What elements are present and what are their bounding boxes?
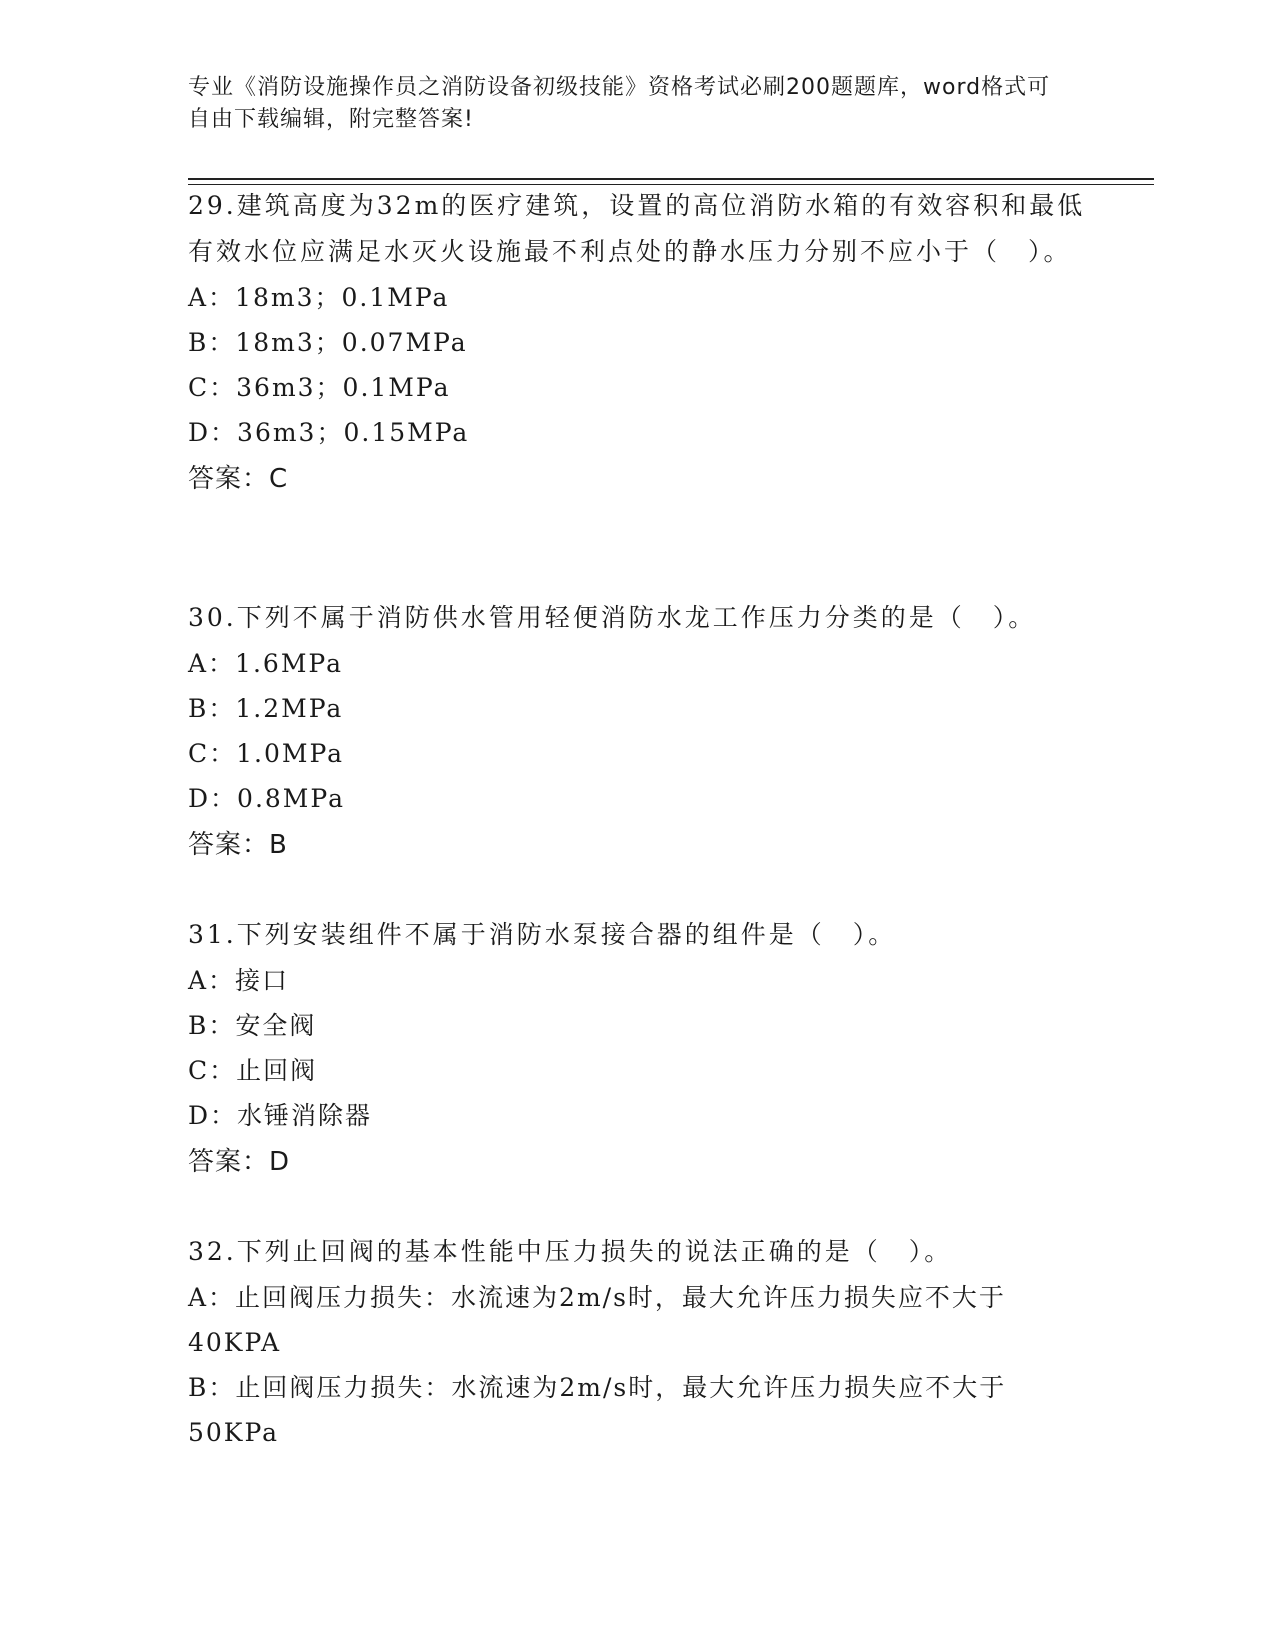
option-b: B：18m3；0.07MPa (188, 328, 468, 357)
answer: 答案：D (188, 1147, 291, 1177)
header-divider-thick (188, 178, 1154, 180)
option-a: A：接口 (188, 966, 290, 995)
option-d: D：36m3；0.15MPa (188, 418, 470, 447)
option-a: A：止回阀压力损失：水流速为2m/s时，最大允许压力损失应不大于40KPA (188, 1283, 1006, 1357)
option-c: C：1.0MPa (188, 739, 345, 768)
document-header: 专业《消防设施操作员之消防设备初级技能》资格考试必刷200题题库，word格式可自由下载编辑，附完整答案! (188, 75, 1051, 132)
option-c: C：36m3；0.1MPa (188, 373, 451, 402)
question-text: 30.下列不属于消防供水管用轻便消防水龙工作压力分类的是（ ）。 (188, 603, 1037, 632)
option-b: B：止回阀压力损失：水流速为2m/s时，最大允许压力损失应不大于50KPa (188, 1373, 1007, 1447)
option-a: A：1.6MPa (188, 649, 344, 678)
option-d: D：0.8MPa (188, 784, 346, 813)
question-30 (188, 595, 1088, 869)
option-a: A：18m3；0.1MPa (188, 283, 450, 312)
question-32 (188, 1229, 1088, 1455)
question-31 (188, 912, 1088, 1186)
question-text: 32.下列止回阀的基本性能中压力损失的说法正确的是（ ）。 (188, 1237, 953, 1266)
option-b: B：安全阀 (188, 1011, 317, 1040)
question-29 (188, 183, 1088, 503)
option-d: D：水锤消除器 (188, 1101, 373, 1130)
option-b: B：1.2MPa (188, 694, 344, 723)
option-c: C：止回阀 (188, 1056, 318, 1085)
answer: 答案：C (188, 464, 289, 494)
question-text: 31.下列安装组件不属于消防水泵接合器的组件是（ ）。 (188, 920, 897, 949)
answer: 答案：B (188, 830, 288, 860)
question-text: 29.建筑高度为32m的医疗建筑，设置的高位消防水箱的有效容积和最低有效水位应满足水灭火设施最不利点处的静水压力分别不应小于（ ）。 (188, 191, 1086, 266)
